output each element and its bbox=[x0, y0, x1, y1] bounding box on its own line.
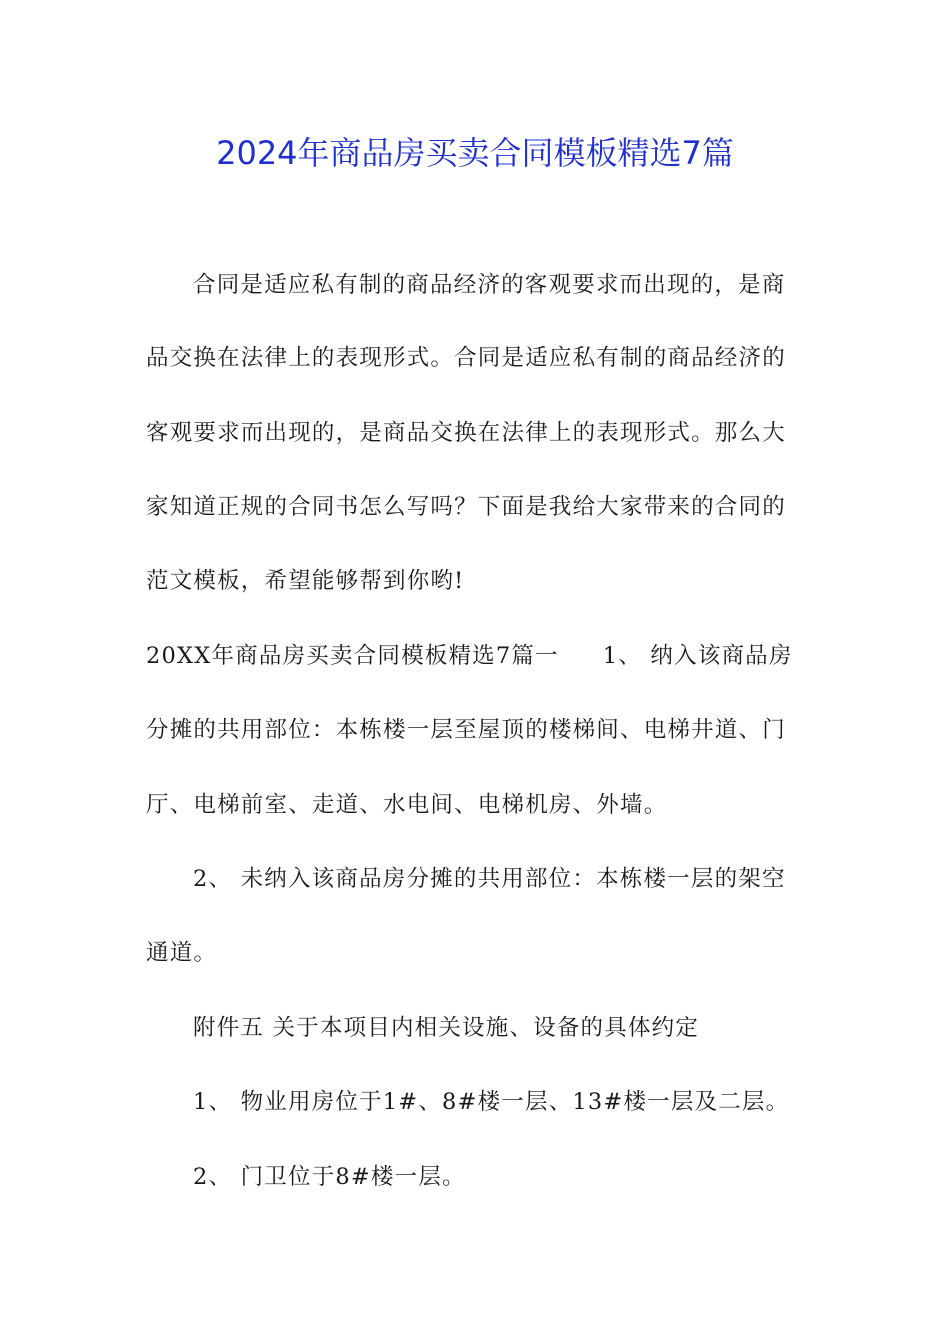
list-item-line: 1、 物业用房位于1#、8#楼一层、13#楼一层及二层。 bbox=[193, 1089, 790, 1115]
list-item-line: 2、 门卫位于8#楼一层。 bbox=[193, 1164, 466, 1190]
list-item-line: 2、 未纳入该商品房分摊的共用部位：本栋楼一层的架空 bbox=[193, 866, 786, 892]
paragraph-line: 客观要求而出现的，是商品交换在法律上的表现形式。那么大 bbox=[146, 420, 786, 446]
paragraph-line: 通道。 bbox=[146, 940, 218, 966]
list-item-text: 1、 纳入该商品房 bbox=[602, 643, 793, 669]
paragraph-line: 范文模板，希望能够帮到你哟! bbox=[146, 568, 465, 594]
section-heading-line bbox=[146, 641, 806, 671]
section-heading: 20XX年商品房买卖合同模板精选7篇一 bbox=[146, 643, 559, 669]
paragraph-line: 家知道正规的合同书怎么写吗？下面是我给大家带来的合同的 bbox=[146, 494, 786, 520]
paragraph-line: 品交换在法律上的表现形式。合同是适应私有制的商品经济的 bbox=[146, 345, 786, 371]
paragraph-line: 厅、电梯前室、走道、水电间、电梯机房、外墙。 bbox=[146, 792, 668, 818]
attachment-heading: 附件五 关于本项目内相关设施、设备的具体约定 bbox=[193, 1015, 700, 1041]
paragraph-line: 合同是适应私有制的商品经济的客观要求而出现的，是商 bbox=[193, 272, 786, 298]
document-title: 2024年商品房买卖合同模板精选7篇 bbox=[216, 134, 734, 172]
paragraph-line: 分摊的共用部位：本栋楼一层至屋顶的楼梯间、电梯井道、门 bbox=[146, 717, 786, 743]
